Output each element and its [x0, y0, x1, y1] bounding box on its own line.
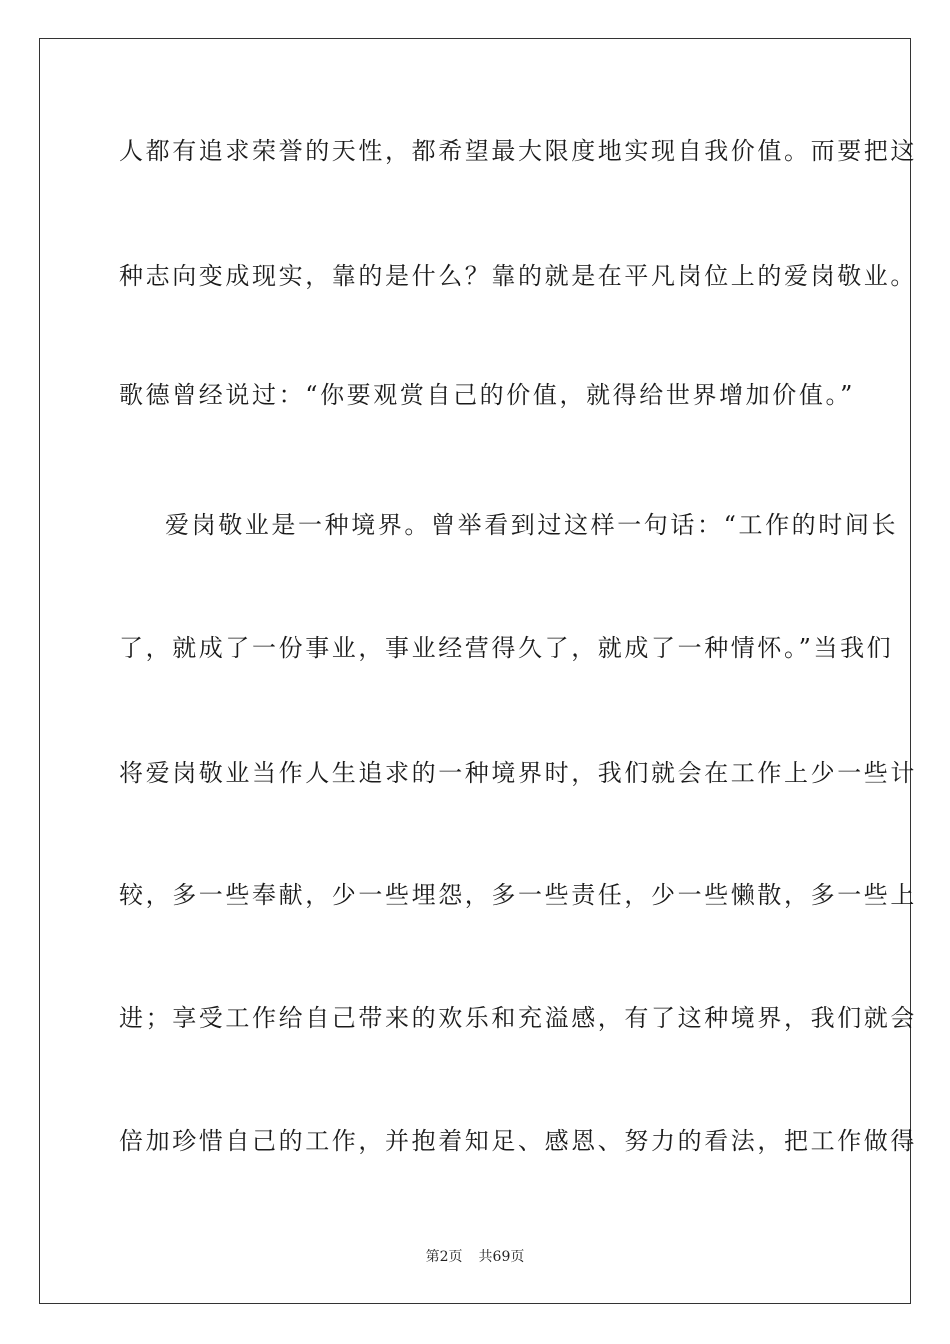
body-text-line: 歌德曾经说过：“你要观赏自己的价值，就得给世界增加价值。” [119, 381, 855, 409]
body-text-line: 种志向变成现实，靠的是什么？靠的就是在平凡岗位上的爱岗敬业。 [119, 262, 917, 290]
page-border [39, 38, 917, 1304]
body-text-line: 较，多一些奉献，少一些埋怨，多一些责任，少一些懒散，多一些上 [119, 881, 917, 909]
body-text-line: 进；享受工作给自己带来的欢乐和充溢感，有了这种境界，我们就会 [119, 1004, 917, 1032]
body-text-line: 人都有追求荣誉的天性，都希望最大限度地实现自我价值。而要把这 [119, 137, 917, 165]
page-number: 第2页 [425, 1249, 463, 1265]
body-text-line: 了，就成了一份事业，事业经营得久了，就成了一种情怀。”当我们 [119, 634, 894, 662]
body-text-line: 将爱岗敬业当作人生追求的一种境界时，我们就会在工作上少一些计 [119, 759, 917, 787]
page-footer [0, 1248, 950, 1266]
body-text-line: 倍加珍惜自己的工作，并抱着知足、感恩、努力的看法，把工作做得 [119, 1127, 917, 1155]
paragraph-first-line: 爱岗敬业是一种境界。曾举看到过这样一句话：“工作的时间长 [165, 511, 899, 539]
page-total: 共69页 [478, 1249, 525, 1265]
